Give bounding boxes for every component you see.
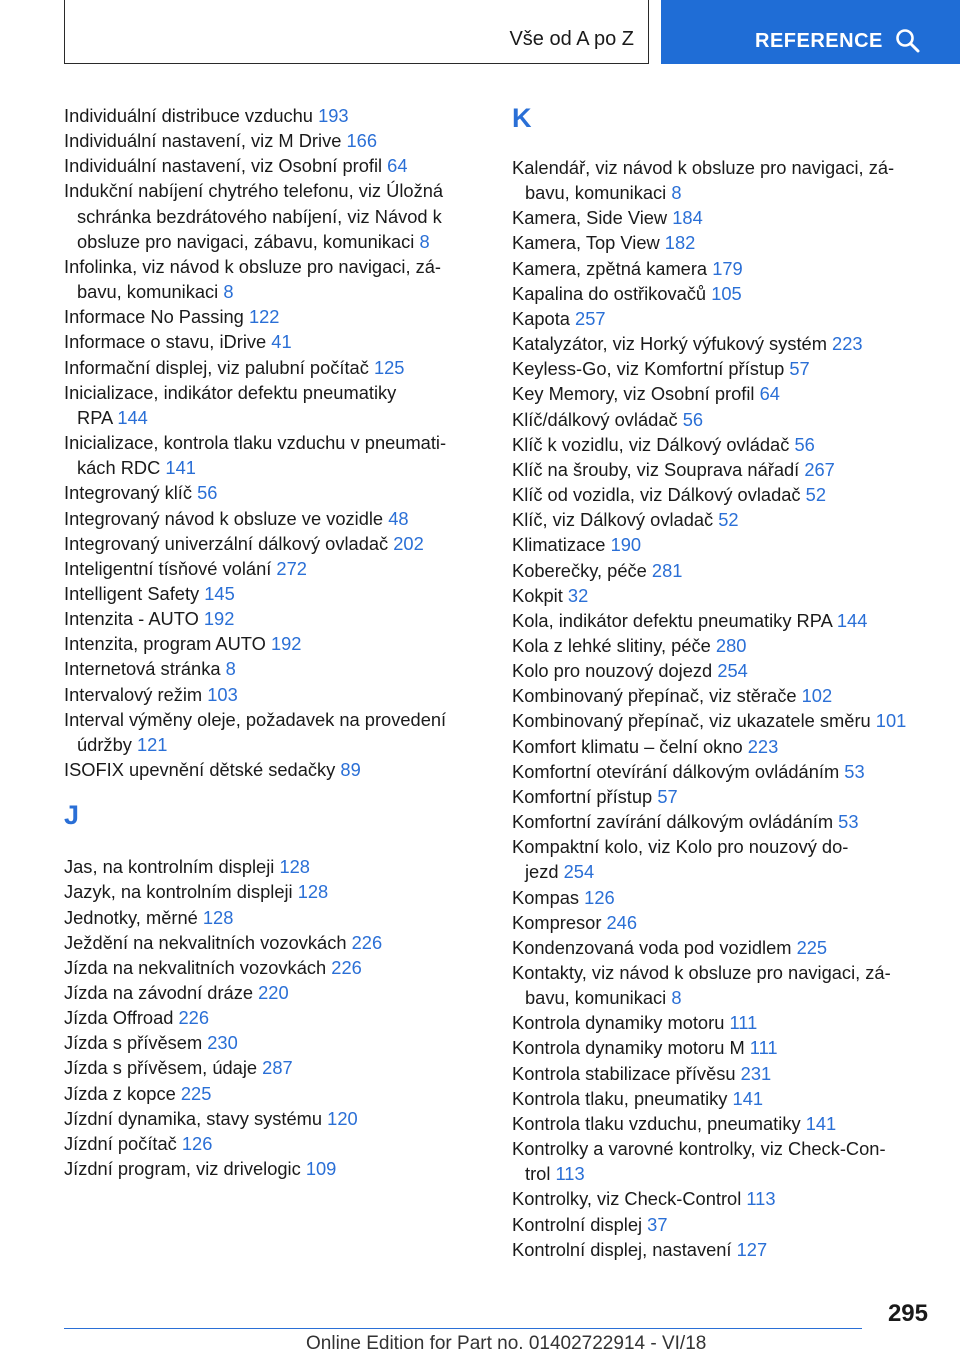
index-entry-text: Kontrola tlaku, pneumatiky <box>512 1087 728 1109</box>
index-entry <box>512 381 932 406</box>
index-entry-text: bavu, komunikaci <box>525 987 667 1009</box>
index-page-link[interactable]: 101 <box>875 710 907 732</box>
index-page-link[interactable]: 126 <box>584 886 615 908</box>
index-entry <box>512 809 932 834</box>
index-entry <box>512 1010 932 1035</box>
index-entry-text: obsluze pro navigaci, zábavu, komunikaci <box>77 230 415 252</box>
index-entry <box>64 631 474 656</box>
index-page-link[interactable]: 287 <box>262 1057 293 1079</box>
index-page-link[interactable]: 128 <box>279 856 310 878</box>
index-entry <box>512 734 932 759</box>
index-page-link[interactable]: 225 <box>796 936 828 958</box>
index-page-link[interactable]: 8 <box>419 230 430 252</box>
index-entry <box>64 581 474 606</box>
index-page-link[interactable]: 144 <box>836 609 868 631</box>
index-entry-text: Jízda z kopce <box>64 1082 176 1104</box>
index-entry-text: Intenzita - AUTO <box>64 608 199 630</box>
index-entry <box>512 784 932 809</box>
index-entry <box>512 1061 932 1086</box>
index-entry <box>512 331 932 356</box>
index-entry <box>512 155 932 205</box>
index-entry-text: Kola z lehké slitiny, péče <box>512 634 711 656</box>
index-page-link[interactable]: 8 <box>223 281 234 303</box>
index-entry <box>512 960 932 1010</box>
index-entry-text: Kombinovaný přepínač, viz stěrače <box>512 685 797 707</box>
index-page-link[interactable]: 57 <box>657 785 678 807</box>
index-entry <box>64 254 474 304</box>
index-entry <box>64 1005 474 1030</box>
index-page-link[interactable]: 267 <box>804 458 835 480</box>
index-entry <box>64 128 474 153</box>
index-entry-text: Jízda na nekvalitních vozovkách <box>64 956 327 978</box>
index-entry-text: Intelligent Safety <box>64 582 200 604</box>
index-letter-heading: K <box>512 103 532 133</box>
index-column-left <box>64 103 474 1181</box>
index-page-link[interactable]: 192 <box>270 633 302 655</box>
index-entry-text: Kontrolní displej <box>512 1213 643 1235</box>
index-entry-text: Infolinka, viz návod k obsluze pro navigaci, zá- <box>64 255 441 277</box>
page-number: 295 <box>887 1300 928 1327</box>
index-entry <box>64 1081 474 1106</box>
footer-divider <box>64 1328 862 1329</box>
search-icon[interactable] <box>895 28 921 54</box>
index-page-link[interactable]: 257 <box>575 307 606 329</box>
index-entry-text: Klimatizace <box>512 534 606 556</box>
index-page-link[interactable]: 128 <box>297 881 329 903</box>
index-entry-text: Jednotky, měrné <box>64 906 198 928</box>
index-page-link[interactable]: 226 <box>178 1007 210 1029</box>
index-entry-text: Komfortní zavírání dálkovým ovládáním <box>512 811 834 833</box>
index-entry <box>512 633 932 658</box>
index-entry <box>64 506 474 531</box>
index-page-link[interactable]: 48 <box>388 507 409 529</box>
index-entry-text: schránka bezdrátového nabíjení, viz Návod k <box>77 205 442 227</box>
index-entry <box>512 407 932 432</box>
index-entry <box>64 682 474 707</box>
index-entry <box>64 930 474 955</box>
index-entry <box>64 905 474 930</box>
index-page-link[interactable]: 111 <box>729 1012 758 1034</box>
index-page-link[interactable]: 192 <box>203 608 235 630</box>
index-entry <box>64 955 474 980</box>
index-entry-text: Jízda s přívěsem, údaje <box>64 1057 258 1079</box>
index-entry-text: Kamera, zpětná kamera <box>512 257 708 279</box>
index-entry-text: Klíč na šrouby, viz Souprava nářadí <box>512 458 800 480</box>
index-entry-text: Jízda s přívěsem <box>64 1032 203 1054</box>
index-entry <box>512 1212 932 1237</box>
index-page-link[interactable]: 281 <box>651 559 683 581</box>
index-entry <box>64 1030 474 1055</box>
index-entry-text: údržby <box>77 733 132 755</box>
index-entry-text: Jas, na kontrolním displeji <box>64 856 275 878</box>
index-page-link[interactable]: 122 <box>248 306 280 328</box>
index-entry-text: Keyless-Go, viz Komfortní přístup <box>512 358 785 380</box>
index-entry <box>64 1156 474 1181</box>
index-entry <box>512 281 932 306</box>
index-page-link[interactable]: 121 <box>136 733 168 755</box>
index-page-link[interactable]: 184 <box>672 207 703 229</box>
index-page-link[interactable]: 102 <box>801 685 833 707</box>
index-page-link[interactable]: 182 <box>664 232 696 254</box>
index-page-link[interactable]: 128 <box>202 906 234 928</box>
index-letter-heading: J <box>64 800 80 831</box>
index-entry <box>64 707 474 757</box>
index-entry-text: bavu, komunikaci <box>77 281 219 303</box>
index-entry-text: Integrovaný klíč <box>64 482 193 504</box>
index-page-link[interactable]: 113 <box>746 1188 776 1210</box>
index-entry <box>64 1106 474 1131</box>
index-entry-text: Klíč k vozidlu, viz Dálkový ovládač <box>512 433 790 455</box>
index-entry <box>64 879 474 904</box>
index-page-link[interactable]: 53 <box>838 811 859 833</box>
index-page-link[interactable]: 126 <box>181 1132 213 1154</box>
index-entry-text: Jízdní dynamika, stavy systému <box>64 1107 323 1129</box>
index-entry-text: Kontrolky, viz Check-Control <box>512 1188 742 1210</box>
index-entry-text: Kalendář, viz návod k obsluze pro navigaci, zá- <box>512 157 895 178</box>
index-entry <box>64 430 474 480</box>
index-entry <box>512 1035 932 1060</box>
index-entry-text: Informace No Passing <box>64 306 244 328</box>
index-entry <box>512 482 932 507</box>
index-column-right <box>512 103 932 1262</box>
index-entry <box>64 380 474 430</box>
index-entry <box>512 935 932 960</box>
index-entry-text: Individuální nastavení, viz M Drive <box>64 130 342 152</box>
index-page-link[interactable]: 113 <box>555 1163 585 1185</box>
index-entry-text: Jazyk, na kontrolním displeji <box>64 881 293 903</box>
index-page-link[interactable]: 56 <box>682 408 704 430</box>
index-page-link[interactable]: 254 <box>563 861 595 883</box>
index-page-link[interactable]: 56 <box>794 433 815 455</box>
index-entry <box>64 480 474 505</box>
index-entry <box>64 153 474 178</box>
index-page-link[interactable]: 280 <box>715 634 747 656</box>
index-page-link[interactable]: 56 <box>197 482 218 504</box>
index-page-link[interactable]: 57 <box>789 358 810 380</box>
index-entry-text: Klíč/dálkový ovládač <box>512 408 678 430</box>
index-entry <box>512 1086 932 1111</box>
index-entry-text: Kontrolní displej, nastavení <box>512 1238 732 1260</box>
index-page-link[interactable]: 8 <box>671 182 682 204</box>
index-entry-text: RPA <box>77 406 113 428</box>
index-entry <box>512 1186 932 1211</box>
index-page-link[interactable]: 166 <box>346 130 377 152</box>
index-entry-text: Internetová stránka <box>64 658 221 680</box>
index-page-link[interactable]: 246 <box>606 911 638 933</box>
index-entry <box>64 656 474 681</box>
index-entry <box>64 178 474 253</box>
index-entry-text: kách RDC <box>77 457 161 479</box>
index-entry-text: Ježdění na nekvalitních vozovkách <box>64 931 347 953</box>
index-entry-text: Jízdní počítač <box>64 1132 177 1154</box>
index-page-link[interactable]: 120 <box>327 1107 358 1129</box>
index-page-link[interactable]: 231 <box>740 1062 772 1084</box>
index-page-link[interactable]: 193 <box>318 105 349 126</box>
index-entry <box>512 457 932 482</box>
index-entry <box>512 558 932 583</box>
index-entry <box>64 329 474 354</box>
index-entry <box>512 205 932 230</box>
index-page-link[interactable]: 254 <box>717 660 748 682</box>
index-entry <box>512 583 932 608</box>
index-entry <box>512 1111 932 1136</box>
index-page-link[interactable]: 190 <box>610 534 642 556</box>
index-page-link[interactable]: 144 <box>117 406 148 428</box>
index-page-link[interactable]: 8 <box>671 987 682 1009</box>
index-entry-text: Koberečky, péče <box>512 559 647 581</box>
index-entry-text: Kokpit <box>512 584 563 606</box>
index-page-link[interactable]: 226 <box>351 931 383 953</box>
index-entry <box>64 1131 474 1156</box>
index-page-link[interactable]: 105 <box>711 282 742 304</box>
index-entry-text: Kontakty, viz návod k obsluze pro navigaci, zá- <box>512 962 891 983</box>
index-entry-text: Informační displej, viz palubní počítač <box>64 356 369 378</box>
index-entry <box>512 432 932 457</box>
index-entry-text: Kapota <box>512 307 570 329</box>
index-page-link[interactable]: 32 <box>567 584 589 606</box>
index-page-link[interactable]: 37 <box>647 1213 668 1235</box>
index-entry <box>512 834 932 884</box>
index-page-link[interactable]: 89 <box>340 759 361 781</box>
index-entry <box>512 608 932 633</box>
index-page-link[interactable]: 103 <box>207 683 238 705</box>
index-entry <box>512 1136 932 1186</box>
index-entry <box>64 103 474 128</box>
index-entry <box>512 356 932 381</box>
header-reference-tab[interactable] <box>661 0 960 64</box>
index-entry <box>64 1055 474 1080</box>
index-page-link[interactable]: 230 <box>207 1032 238 1054</box>
index-entry-text: Informace o stavu, iDrive <box>64 331 267 353</box>
index-entry <box>64 854 474 879</box>
index-entry-text: Klíč, viz Dálkový ovladač <box>512 509 714 531</box>
index-page-link[interactable]: 141 <box>165 457 196 479</box>
index-entry-text: Jízda na závodní dráze <box>64 982 254 1003</box>
index-entry <box>64 606 474 631</box>
index-entry-text: Kombinovaný přepínač, viz ukazatele směru <box>512 710 871 732</box>
index-entry <box>512 885 932 910</box>
index-entry-text: Kondenzovaná voda pod vozidlem <box>512 936 792 958</box>
index-entry <box>512 230 932 255</box>
index-page-link[interactable]: 141 <box>805 1112 837 1134</box>
index-entry-text: Kamera, Side View <box>512 207 668 229</box>
index-entry <box>64 355 474 380</box>
index-entry-text: trol <box>525 1163 551 1185</box>
index-entry-text: Komfortní otevírání dálkovým ovládáním <box>512 760 840 782</box>
index-entry <box>64 304 474 329</box>
index-page-link[interactable]: 225 <box>180 1082 212 1104</box>
index-entry-text: Key Memory, viz Osobní profil <box>512 383 755 405</box>
index-entry-text: ISOFIX upevnění dětské sedačky <box>64 759 336 781</box>
index-page-link[interactable]: 202 <box>393 532 424 554</box>
index-page-link[interactable]: 109 <box>305 1158 337 1180</box>
index-entry-text: Integrovaný univerzální dálkový ovladač <box>64 532 389 554</box>
index-page-link[interactable]: 226 <box>331 956 362 978</box>
index-entry-text: Kompresor <box>512 911 602 933</box>
index-entry-text: Kompas <box>512 886 580 908</box>
index-page-link[interactable]: 179 <box>712 257 743 279</box>
index-entry <box>64 556 474 581</box>
index-entry-text: Interval výměny oleje, požadavek na provedení <box>64 708 447 730</box>
index-entry-text: Kontrola stabilizace přívěsu <box>512 1062 736 1084</box>
index-page-link[interactable]: 125 <box>373 356 405 378</box>
index-entry-text: Jízdní program, viz drivelogic <box>64 1158 301 1180</box>
index-entry-text: Individuální distribuce vzduchu <box>64 105 313 126</box>
index-entry <box>512 708 932 733</box>
index-entry <box>512 910 932 935</box>
index-entry-text: Jízda Offroad <box>64 1007 174 1029</box>
index-page-link[interactable]: 220 <box>258 982 289 1003</box>
index-entry <box>512 1237 932 1262</box>
index-entry-text: Integrovaný návod k obsluze ve vozidle <box>64 507 384 529</box>
index-entry <box>512 759 932 784</box>
index-page-link[interactable]: 223 <box>747 735 779 757</box>
breadcrumb[interactable]: Vše od A po Z <box>509 28 634 50</box>
index-entry-text: Kontrola tlaku vzduchu, pneumatiky <box>512 1112 801 1134</box>
index-entry <box>512 507 932 532</box>
index-entry <box>64 757 474 782</box>
index-entry-text: Intervalový režim <box>64 683 203 705</box>
index-entry <box>64 531 474 556</box>
index-entry-text: Kapalina do ostřikovačů <box>512 282 707 304</box>
index-entry-text: Kola, indikátor defektu pneumatiky RPA <box>512 609 832 631</box>
index-page-link[interactable]: 111 <box>749 1037 778 1059</box>
index-entry-text: Inicializace, indikátor defektu pneumatiky <box>64 381 397 403</box>
index-page-link[interactable]: 52 <box>805 484 827 506</box>
index-page-link[interactable]: 223 <box>832 333 863 355</box>
footer-edition: Online Edition for Part no. 01402722914 - VI/18 <box>306 1333 707 1354</box>
index-page-link[interactable]: 127 <box>736 1238 768 1260</box>
index-page-link[interactable]: 64 <box>759 383 780 405</box>
index-page-link[interactable]: 8 <box>225 658 236 680</box>
index-entry-text: Kontrola dynamiky motoru <box>512 1012 725 1034</box>
index-page-link[interactable]: 52 <box>718 509 739 531</box>
index-page-link[interactable]: 41 <box>271 331 292 353</box>
section-title[interactable]: REFERENCE <box>755 30 883 52</box>
index-entry <box>512 306 932 331</box>
header-breadcrumb-box <box>64 0 649 64</box>
index-entry <box>512 658 932 683</box>
index-entry-text: Kamera, Top View <box>512 232 660 254</box>
index-entry-text: Inicializace, kontrola tlaku vzduchu v pneumati- <box>64 432 447 454</box>
index-entry-text: Klíč od vozidla, viz Dálkový ovladač <box>512 484 801 506</box>
index-page-link[interactable]: 272 <box>276 557 307 579</box>
index-entry-text: Komfortní přístup <box>512 785 653 807</box>
index-entry-text: Kolo pro nouzový dojezd <box>512 660 713 682</box>
index-entry-text: Komfort klimatu – čelní okno <box>512 735 743 757</box>
index-entry <box>64 980 474 1005</box>
index-entry-text: bavu, komunikaci <box>525 182 667 204</box>
index-entry <box>512 683 932 708</box>
index-entry-text: Kompaktní kolo, viz Kolo pro nouzový do- <box>512 836 849 858</box>
index-entry-text: Kontrolky a varovné kontrolky, viz Check-Con- <box>512 1138 886 1160</box>
index-entry-text: Katalyzátor, viz Horký výfukový systém <box>512 333 827 355</box>
index-page-link[interactable]: 64 <box>387 155 408 177</box>
index-entry <box>512 256 932 281</box>
index-entry <box>512 532 932 557</box>
index-entry-text: Individuální nastavení, viz Osobní profil <box>64 155 383 177</box>
index-entry-text: jezd <box>525 861 559 883</box>
index-page-link[interactable]: 141 <box>732 1087 764 1109</box>
index-page-link[interactable]: 53 <box>844 760 865 782</box>
index-entry-text: Intenzita, program AUTO <box>64 633 266 655</box>
index-entry-text: Kontrola dynamiky motoru M <box>512 1037 745 1059</box>
index-entry-text: Inteligentní tísňové volání <box>64 557 272 579</box>
index-page-link[interactable]: 145 <box>204 582 235 604</box>
index-entry-text: Indukční nabíjení chytrého telefonu, viz Úložná <box>64 180 444 202</box>
